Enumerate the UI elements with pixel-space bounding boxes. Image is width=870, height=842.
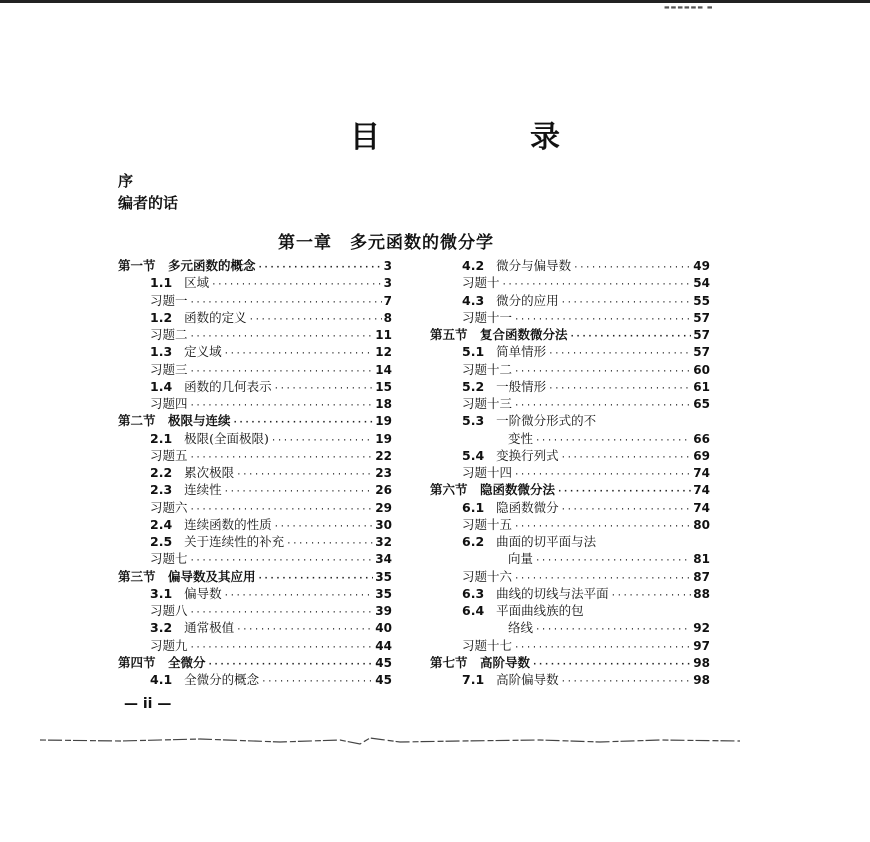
dot-leader — [271, 433, 373, 449]
toc-exercise — [462, 310, 710, 326]
toc-page-number: 74 — [693, 500, 710, 515]
toc-page-number: 66 — [693, 431, 710, 446]
toc-title — [462, 448, 559, 464]
toc-subsection — [150, 534, 392, 550]
dot-leader — [548, 346, 691, 362]
toc-number: 5.1 — [462, 344, 485, 360]
toc-number: 2.5 — [150, 534, 173, 549]
dot-leader — [236, 467, 373, 483]
toc-label: 习题十二 — [462, 361, 513, 377]
dot-leader — [535, 433, 691, 449]
toc-page-number: 22 — [375, 448, 392, 463]
toc-page-number: 39 — [375, 604, 392, 618]
dot-leader — [249, 312, 382, 328]
toc-label: 第三节 偏导数及其应用 — [118, 568, 256, 584]
toc-subsection — [150, 517, 392, 533]
toc-title — [462, 379, 546, 395]
toc-page-number: 57 — [693, 310, 710, 325]
toc-subsection — [462, 293, 710, 309]
toc-title — [430, 327, 568, 343]
toc-section — [118, 569, 392, 585]
dot-leader — [502, 277, 692, 293]
toc-section — [118, 258, 392, 274]
toc-title — [150, 310, 247, 326]
toc-label: 高阶偏导数 — [496, 672, 559, 687]
toc-page-number: 19 — [375, 431, 392, 446]
dot-leader — [190, 553, 374, 569]
toc-page-number: 7 — [383, 293, 392, 308]
toc-subsection — [150, 672, 392, 688]
toc-label: 习题十六 — [462, 568, 513, 584]
toc-title — [508, 551, 533, 567]
dot-leader — [190, 329, 374, 345]
toc-page-number: 35 — [375, 569, 392, 584]
toc-number: 2.3 — [150, 482, 173, 498]
toc-label: 连续函数的性质 — [184, 516, 272, 532]
page-title: 目 录 — [350, 120, 620, 155]
dot-leader — [211, 277, 381, 293]
toc-label: 函数的定义 — [184, 309, 247, 325]
toc-label: 偏导数 — [184, 585, 222, 601]
toc-label: 第一节 多元函数的概念 — [118, 258, 256, 273]
toc-label: 第五节 复合函数微分法 — [430, 327, 568, 342]
toc-exercise — [150, 327, 392, 343]
toc-subsection-heading — [462, 413, 596, 429]
toc-title — [150, 275, 209, 291]
dot-leader — [532, 657, 691, 673]
toc-number: 2.4 — [150, 516, 173, 532]
toc-number: 1.4 — [150, 378, 173, 394]
dot-leader — [190, 295, 382, 311]
toc-number: 4.1 — [150, 672, 173, 687]
toc-title — [118, 258, 256, 274]
toc-page-number: 45 — [375, 655, 392, 670]
toc-title — [150, 362, 188, 378]
toc-label: 习题九 — [150, 637, 188, 653]
toc-label: 习题十 — [462, 275, 500, 291]
toc-label: 微分的应用 — [496, 292, 559, 308]
toc-label: 全微分的概念 — [184, 672, 260, 687]
toc-page-number: 74 — [693, 483, 710, 498]
dot-leader — [224, 346, 374, 362]
toc-title — [462, 293, 559, 309]
toc-exercise — [150, 362, 392, 378]
toc-number: 6.4 — [462, 603, 485, 618]
toc-title — [150, 672, 259, 688]
toc-title — [150, 500, 188, 516]
toc-title — [462, 465, 512, 481]
toc-page-number: 3 — [383, 259, 392, 273]
toc-page-number: 98 — [693, 655, 710, 670]
dot-leader — [561, 450, 692, 466]
toc-page-number: 69 — [693, 448, 710, 463]
chapter-heading: 第一章 多元函数的微分学 — [278, 233, 494, 253]
toc-title — [508, 620, 533, 636]
toc-page-number: 3 — [383, 276, 392, 291]
toc-section — [430, 482, 710, 498]
dot-leader — [190, 450, 374, 466]
dot-leader — [611, 588, 692, 604]
toc-number: 4.3 — [462, 292, 485, 308]
toc-page-number: 65 — [693, 397, 710, 411]
toc-label: 通常极值 — [184, 620, 235, 636]
dot-leader — [190, 605, 374, 621]
toc-number: 7.1 — [462, 672, 485, 687]
toc-page-number: 8 — [383, 310, 392, 325]
toc-exercise — [462, 275, 710, 291]
toc-page-number: 49 — [693, 259, 710, 273]
toc-subsection — [150, 379, 392, 395]
toc-page-number: 19 — [375, 414, 392, 429]
toc-subsection-continued — [508, 551, 710, 567]
toc-number: 4.2 — [462, 258, 485, 273]
toc-exercise — [150, 293, 392, 309]
toc-page-number: 81 — [693, 552, 710, 567]
toc-label: 习题五 — [150, 447, 188, 463]
toc-label: 微分与偏导数 — [496, 258, 572, 273]
toc-subsection — [150, 310, 392, 326]
toc-subsection — [462, 586, 710, 602]
scan-bottom-edge — [40, 736, 740, 746]
dot-leader — [514, 467, 691, 483]
toc-number: 2.2 — [150, 465, 173, 480]
toc-title — [462, 586, 609, 602]
toc-label: 一般情形 — [496, 378, 547, 394]
dot-leader — [233, 415, 374, 431]
toc-label: 习题六 — [150, 499, 188, 515]
toc-title — [150, 534, 284, 550]
toc-subsection — [150, 465, 392, 481]
toc-number: 2.1 — [150, 430, 173, 446]
toc-exercise — [150, 603, 392, 619]
dot-leader — [236, 622, 373, 638]
toc-number: 3.1 — [150, 585, 173, 601]
toc-page-number: 18 — [375, 397, 392, 411]
toc-number: 3.2 — [150, 620, 173, 636]
toc-label: 极限(全面极限) — [184, 430, 269, 446]
toc-subsection-continued — [508, 620, 710, 636]
toc-title — [430, 655, 530, 671]
toc-label: 变性 — [508, 430, 534, 446]
toc-page-number: 34 — [375, 552, 392, 567]
toc-number: 1.3 — [150, 344, 173, 360]
toc-subsection — [462, 258, 710, 274]
toc-title — [150, 396, 188, 412]
toc-number: 5.3 — [462, 413, 485, 429]
toc-number: 5.4 — [462, 447, 485, 463]
toc-page-number: 40 — [375, 621, 392, 636]
toc-section — [118, 655, 392, 671]
toc-title — [462, 672, 559, 688]
toc-title — [118, 569, 256, 585]
dot-leader — [561, 502, 692, 518]
toc-label: 关于连续性的补充 — [184, 534, 285, 549]
toc-section — [118, 413, 392, 429]
toc-title — [118, 413, 231, 429]
front-item-preface: 序 — [118, 172, 134, 190]
dot-leader — [548, 381, 691, 397]
toc-label: 习题七 — [150, 551, 188, 567]
toc-label: 函数的几何表示 — [184, 378, 272, 394]
dot-leader — [261, 674, 373, 690]
toc-label: 习题三 — [150, 361, 188, 377]
toc-title — [462, 275, 500, 291]
scan-top-edge — [0, 0, 870, 3]
dot-leader — [190, 364, 374, 380]
toc-page-number: 97 — [693, 638, 710, 653]
toc-label: 络线 — [508, 620, 534, 636]
toc-subsection — [462, 344, 710, 360]
dot-leader — [557, 484, 691, 500]
toc-label: 第四节 全微分 — [118, 654, 206, 670]
toc-number: 5.2 — [462, 378, 485, 394]
toc-page-number: 57 — [693, 345, 710, 360]
toc-page-number: 61 — [693, 379, 710, 394]
toc-label: 习题十一 — [462, 309, 513, 325]
toc-subsection — [150, 344, 392, 360]
toc-title — [150, 551, 188, 567]
toc-subsection — [462, 672, 710, 688]
toc-subsection — [462, 500, 710, 516]
dot-leader — [514, 364, 691, 380]
toc-page-number: 35 — [375, 586, 392, 601]
page-number: — ii — — [124, 696, 172, 712]
toc-title — [462, 638, 512, 654]
toc-subsection-heading — [462, 534, 596, 550]
toc-title — [150, 431, 269, 447]
toc-page-number: 45 — [375, 673, 392, 687]
dot-leader — [561, 295, 692, 311]
toc-title — [118, 655, 206, 671]
toc-label: 习题二 — [150, 327, 188, 342]
dot-leader — [258, 260, 382, 276]
toc-section — [430, 655, 710, 671]
toc-number: 6.1 — [462, 499, 485, 515]
toc-title — [150, 620, 234, 636]
toc-page-number: 74 — [693, 466, 710, 480]
dot-leader — [208, 657, 374, 673]
toc-subsection — [150, 586, 392, 602]
toc-page-number: 92 — [693, 621, 710, 636]
toc-title — [150, 517, 272, 533]
toc-section — [430, 327, 710, 343]
toc-title — [150, 379, 272, 395]
dot-leader — [570, 329, 692, 345]
dot-leader — [514, 398, 691, 414]
toc-page-number: 54 — [693, 276, 710, 291]
toc-title — [150, 586, 222, 602]
toc-label: 曲线的切线与法平面 — [496, 585, 609, 601]
toc-exercise — [462, 396, 710, 412]
dot-leader — [573, 260, 691, 276]
toc-title — [150, 327, 188, 343]
scan-mark: ▬▬▬▬▬▬ ▬ — [664, 4, 714, 11]
toc-label: 习题四 — [150, 396, 188, 411]
toc-page-number: 44 — [375, 638, 392, 653]
toc-page-number: 30 — [375, 517, 392, 532]
toc-page-number: 87 — [693, 569, 710, 584]
toc-page-number: 57 — [693, 328, 710, 342]
toc-title — [462, 344, 546, 360]
dot-leader — [514, 312, 691, 328]
toc-subsection — [150, 431, 392, 447]
toc-subsection-heading — [462, 603, 584, 619]
dot-leader — [190, 398, 374, 414]
toc-subsection — [150, 482, 392, 498]
toc-page-number: 12 — [375, 345, 392, 360]
toc-title — [430, 482, 555, 498]
toc-label: 习题十三 — [462, 396, 513, 411]
toc-number: 1.2 — [150, 309, 173, 325]
dot-leader — [258, 571, 374, 587]
toc-label: 简单情形 — [496, 344, 547, 360]
dot-leader — [274, 519, 374, 535]
dot-leader — [286, 536, 373, 552]
toc-title — [150, 344, 222, 360]
toc-exercise — [462, 569, 710, 585]
toc-exercise — [462, 362, 710, 378]
toc-exercise — [462, 465, 710, 481]
toc-page-number: 23 — [375, 466, 392, 480]
toc-label: 习题一 — [150, 292, 188, 308]
dot-leader — [535, 553, 691, 569]
toc-label: 习题十五 — [462, 516, 513, 532]
toc-exercise — [150, 638, 392, 654]
toc-label: 第六节 隐函数微分法 — [430, 482, 556, 498]
toc-title — [462, 310, 512, 326]
toc-title — [462, 396, 512, 412]
toc-label: 定义域 — [184, 344, 222, 360]
toc-label: 一阶微分形式的不 — [496, 413, 597, 429]
toc-exercise — [150, 396, 392, 412]
front-item-editors-note: 编者的话 — [118, 194, 179, 212]
toc-title — [150, 638, 188, 654]
toc-label: 变换行列式 — [496, 447, 559, 463]
toc-page-number: 55 — [693, 293, 710, 308]
toc-title — [462, 258, 571, 274]
toc-label: 累次极限 — [184, 465, 235, 480]
toc-page-number: 60 — [693, 362, 710, 377]
toc-label: 连续性 — [184, 482, 222, 498]
toc-page-number: 88 — [693, 586, 710, 601]
dot-leader — [224, 588, 374, 604]
toc-title — [508, 431, 533, 447]
dot-leader — [561, 674, 692, 690]
toc-title — [462, 362, 512, 378]
toc-number: 6.2 — [462, 534, 485, 549]
toc-page-number: 15 — [375, 379, 392, 394]
toc-label: 曲面的切平面与法 — [496, 534, 597, 549]
toc-label: 习题十四 — [462, 465, 513, 480]
toc-label: 习题八 — [150, 603, 188, 618]
dot-leader — [190, 640, 374, 656]
dot-leader — [224, 484, 374, 500]
toc-label: 平面曲线族的包 — [496, 603, 584, 618]
toc-label: 区域 — [184, 275, 210, 291]
toc-subsection — [150, 620, 392, 636]
toc-title — [150, 482, 222, 498]
toc-title — [462, 500, 559, 516]
toc-title — [150, 465, 234, 481]
toc-exercise — [462, 517, 710, 533]
toc-label: 向量 — [508, 551, 534, 567]
dot-leader — [514, 519, 691, 535]
toc-subsection — [462, 448, 710, 464]
toc-number: 6.3 — [462, 585, 485, 601]
toc-page-number: 98 — [693, 673, 710, 687]
dot-leader — [535, 622, 691, 638]
toc-page-number: 80 — [693, 517, 710, 532]
dot-leader — [274, 381, 374, 397]
toc-label: 第二节 极限与连续 — [118, 413, 231, 429]
toc-title — [150, 448, 188, 464]
dot-leader — [190, 502, 374, 518]
toc-exercise — [150, 500, 392, 516]
toc-label: 隐函数微分 — [496, 499, 559, 515]
toc-title — [150, 603, 188, 619]
toc-page-number: 26 — [375, 483, 392, 498]
toc-page-number: 29 — [375, 500, 392, 515]
toc-label: 习题十七 — [462, 637, 513, 653]
toc-subsection-continued — [508, 431, 710, 447]
toc-label: 第七节 高阶导数 — [430, 654, 531, 670]
toc-title — [462, 569, 512, 585]
toc-title — [462, 517, 512, 533]
toc-page-number: 32 — [375, 535, 392, 549]
toc-exercise — [462, 638, 710, 654]
toc-number: 1.1 — [150, 275, 173, 291]
dot-leader — [514, 640, 691, 656]
toc-exercise — [150, 551, 392, 567]
dot-leader — [514, 571, 691, 587]
toc-subsection — [462, 379, 710, 395]
toc-subsection — [150, 275, 392, 291]
toc-page-number: 14 — [375, 362, 392, 377]
toc-page-number: 11 — [375, 328, 392, 342]
toc-title — [150, 293, 188, 309]
toc-exercise — [150, 448, 392, 464]
